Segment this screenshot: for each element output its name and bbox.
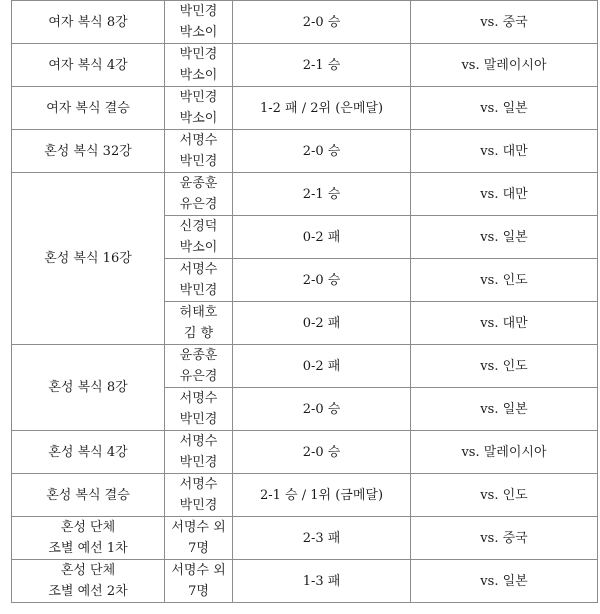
result-cell: 2-0 승 bbox=[233, 130, 411, 173]
opponent-cell: vs. 인도 bbox=[411, 474, 598, 517]
table-row bbox=[12, 1, 598, 44]
event-label: 혼성 복식 32강 bbox=[44, 143, 132, 159]
players-cell bbox=[165, 130, 233, 173]
result-cell: 2-1 승 / 1위 (금메달) bbox=[233, 474, 411, 517]
players-cell bbox=[165, 560, 233, 603]
opponent-cell: vs. 인도 bbox=[411, 345, 598, 388]
player-name: 김 향 bbox=[183, 326, 214, 341]
player-name: 유은경 bbox=[179, 197, 218, 212]
event-cell bbox=[12, 345, 165, 431]
player-name: 박민경 bbox=[179, 90, 218, 105]
opponent-cell: vs. 일본 bbox=[411, 216, 598, 259]
table-row bbox=[12, 517, 598, 560]
players-cell bbox=[165, 474, 233, 517]
event-label: 조별 예선 2차 bbox=[48, 584, 128, 599]
players-cell bbox=[165, 44, 233, 87]
event-cell bbox=[12, 431, 165, 474]
event-label: 여자 복식 8강 bbox=[48, 14, 128, 30]
player-name: 박민경 bbox=[179, 4, 218, 19]
player-name: 7명 bbox=[188, 541, 209, 556]
event-cell bbox=[12, 474, 165, 517]
player-name: 윤종훈 bbox=[179, 176, 218, 191]
table-row bbox=[12, 130, 598, 173]
opponent-cell: vs. 일본 bbox=[411, 388, 598, 431]
player-name: 신경덕 bbox=[179, 219, 218, 234]
player-name: 박민경 bbox=[179, 154, 218, 169]
player-name: 박민경 bbox=[179, 283, 218, 298]
event-label: 혼성 단체 bbox=[60, 520, 116, 535]
result-cell: 2-1 승 bbox=[233, 173, 411, 216]
player-name: 서명수 bbox=[179, 391, 218, 406]
player-name: 윤종훈 bbox=[179, 348, 218, 363]
players-cell bbox=[165, 431, 233, 474]
opponent-cell: vs. 말레이시아 bbox=[411, 431, 598, 474]
player-name: 서명수 bbox=[179, 262, 218, 277]
results-table bbox=[11, 0, 598, 603]
opponent-cell: vs. 대만 bbox=[411, 302, 598, 345]
player-name: 박민경 bbox=[179, 498, 218, 513]
player-name: 박민경 bbox=[179, 455, 218, 470]
players-cell bbox=[165, 302, 233, 345]
result-cell: 0-2 패 bbox=[233, 345, 411, 388]
opponent-cell: vs. 대만 bbox=[411, 173, 598, 216]
event-label: 혼성 복식 결승 bbox=[46, 487, 130, 503]
players-cell bbox=[165, 517, 233, 560]
result-cell: 2-0 승 bbox=[233, 1, 411, 44]
player-name: 박민경 bbox=[179, 47, 218, 62]
result-cell: 2-3 패 bbox=[233, 517, 411, 560]
event-label: 혼성 단체 bbox=[60, 563, 116, 578]
event-label: 혼성 복식 4강 bbox=[48, 444, 128, 460]
event-cell bbox=[12, 173, 165, 345]
opponent-cell: vs. 대만 bbox=[411, 130, 598, 173]
opponent-cell: vs. 중국 bbox=[411, 517, 598, 560]
opponent-cell: vs. 일본 bbox=[411, 560, 598, 603]
table-row bbox=[12, 431, 598, 474]
player-name: 박소이 bbox=[179, 240, 218, 255]
event-cell bbox=[12, 517, 165, 560]
result-cell: 0-2 패 bbox=[233, 216, 411, 259]
players-cell bbox=[165, 345, 233, 388]
result-cell: 1-3 패 bbox=[233, 560, 411, 603]
table-row bbox=[12, 345, 598, 388]
event-cell bbox=[12, 560, 165, 603]
player-name: 허태호 bbox=[179, 305, 218, 320]
result-cell: 2-0 승 bbox=[233, 388, 411, 431]
players-cell bbox=[165, 173, 233, 216]
event-label: 여자 복식 결승 bbox=[46, 100, 130, 116]
opponent-cell: vs. 말레이시아 bbox=[411, 44, 598, 87]
table-row bbox=[12, 474, 598, 517]
opponent-cell: vs. 일본 bbox=[411, 87, 598, 130]
result-cell: 2-1 승 bbox=[233, 44, 411, 87]
players-cell bbox=[165, 87, 233, 130]
player-name: 서명수 bbox=[179, 133, 218, 148]
result-cell: 2-0 승 bbox=[233, 259, 411, 302]
player-name: 서명수 외 bbox=[171, 520, 226, 535]
event-cell bbox=[12, 44, 165, 87]
player-name: 서명수 bbox=[179, 477, 218, 492]
event-label: 혼성 복식 8강 bbox=[48, 380, 128, 395]
result-cell: 1-2 패 / 2위 (은메달) bbox=[233, 87, 411, 130]
result-cell: 2-0 승 bbox=[233, 431, 411, 474]
player-name: 박소이 bbox=[179, 68, 218, 83]
player-name: 박민경 bbox=[179, 412, 218, 427]
table-row bbox=[12, 44, 598, 87]
player-name: 서명수 bbox=[179, 434, 218, 449]
player-name: 박소이 bbox=[179, 111, 218, 126]
opponent-cell: vs. 인도 bbox=[411, 259, 598, 302]
event-label: 여자 복식 4강 bbox=[48, 57, 128, 73]
players-cell bbox=[165, 259, 233, 302]
player-name: 7명 bbox=[188, 584, 209, 599]
event-cell bbox=[12, 1, 165, 44]
event-label: 조별 예선 1차 bbox=[48, 541, 128, 556]
table-row bbox=[12, 560, 598, 603]
event-label: 혼성 복식 16강 bbox=[44, 251, 132, 266]
player-name: 서명수 외 bbox=[171, 563, 226, 578]
player-name: 유은경 bbox=[179, 369, 218, 384]
result-cell: 0-2 패 bbox=[233, 302, 411, 345]
event-cell bbox=[12, 130, 165, 173]
players-cell bbox=[165, 1, 233, 44]
table-row bbox=[12, 87, 598, 130]
players-cell bbox=[165, 388, 233, 431]
player-name: 박소이 bbox=[179, 25, 218, 40]
players-cell bbox=[165, 216, 233, 259]
event-cell bbox=[12, 87, 165, 130]
table-row bbox=[12, 173, 598, 216]
opponent-cell: vs. 중국 bbox=[411, 1, 598, 44]
